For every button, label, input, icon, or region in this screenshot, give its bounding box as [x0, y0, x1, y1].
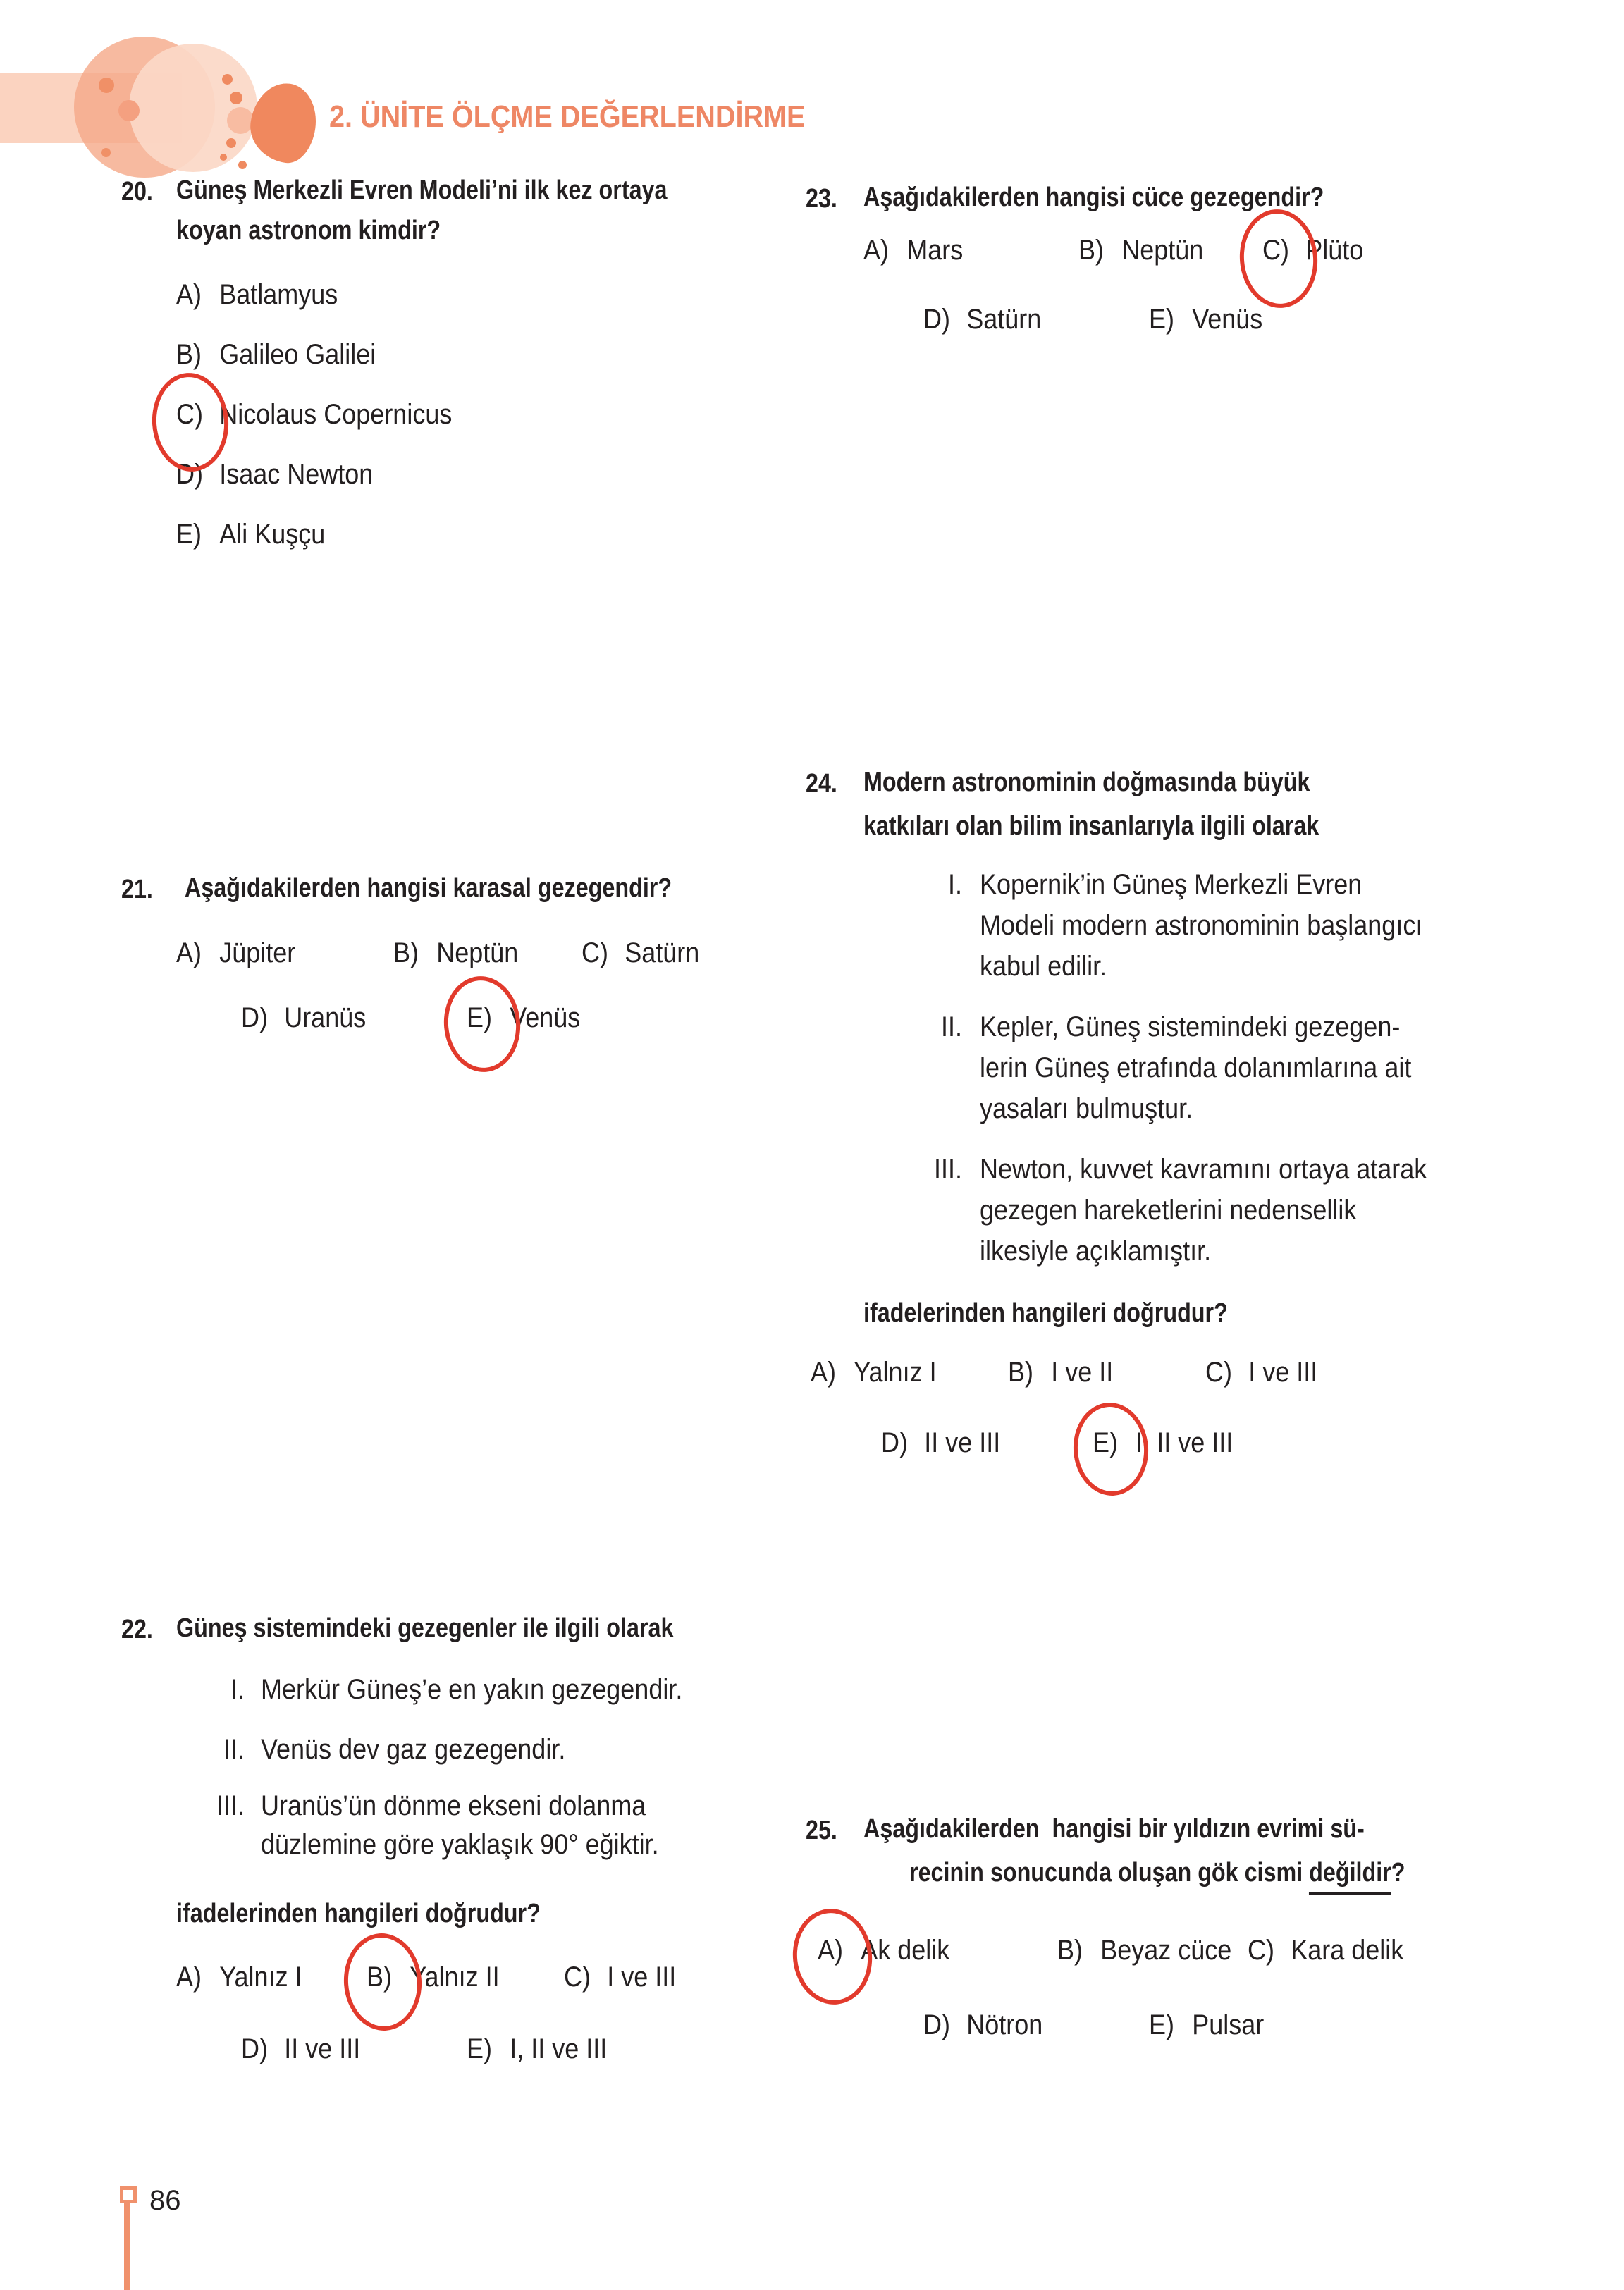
- answer-circle: [1236, 206, 1322, 311]
- option-label: C): [564, 1962, 591, 1993]
- option-label: A): [818, 1935, 843, 1966]
- statement-numeral: II.: [223, 1734, 245, 1765]
- option-label: E): [176, 519, 202, 550]
- question-title-line: Aşağıdakilerden hangisi karasal gezegendir?: [185, 873, 672, 903]
- option-label: D): [923, 304, 950, 335]
- option-text: Isaac Newton: [219, 459, 374, 490]
- statement-line: Newton, kuvvet kavramını ortaya atarak: [980, 1154, 1427, 1185]
- option-label: A): [176, 279, 202, 310]
- question-number: 23.: [806, 184, 837, 214]
- option-text: Mars: [906, 235, 964, 266]
- statement-numeral: I.: [947, 869, 962, 900]
- option-text: I ve III: [1248, 1357, 1318, 1388]
- statement-line: Merkür Güneş’e en yakın gezegendir.: [261, 1674, 683, 1705]
- question-21: [121, 870, 763, 1082]
- option-e: [1149, 302, 1262, 337]
- option-label: B): [1057, 1935, 1083, 1966]
- decoration-dot-icon: [220, 154, 227, 161]
- underlined-word: değildir: [1309, 1858, 1391, 1895]
- option-label: B): [1078, 235, 1104, 266]
- option-text: Plüto: [1305, 235, 1364, 266]
- option-d: [923, 2007, 1042, 2043]
- statement-numeral: II.: [940, 1011, 962, 1042]
- option-a: [176, 277, 338, 312]
- question-number: 22.: [121, 1615, 153, 1644]
- decoration-dot-icon: [118, 100, 140, 121]
- decoration-dot-icon: [222, 74, 233, 85]
- decoration-blob-icon: [246, 79, 321, 166]
- option-label: E): [467, 2033, 492, 2064]
- decoration-dot-icon: [99, 78, 114, 93]
- option-label: C): [176, 399, 203, 430]
- statement-line: yasaları bulmuştur.: [980, 1093, 1193, 1124]
- question-title-line: Aşağıdakilerden hangisi cüce gezegendir?: [863, 183, 1324, 212]
- question-stem: ifadelerinden hangileri doğrudur?: [176, 1899, 541, 1928]
- option-text: Satürn: [625, 937, 700, 968]
- question-20: [121, 173, 763, 610]
- answer-circle: [340, 1931, 424, 2033]
- question-title-line: Modern astronominin doğmasında büyük: [863, 768, 1310, 797]
- statement-numeral: III.: [216, 1790, 245, 1821]
- option-text: Jüpiter: [219, 937, 296, 968]
- option-text: Ali Kuşçu: [219, 519, 326, 550]
- statement-line: gezegen hareketlerini nedensellik: [980, 1195, 1357, 1226]
- decoration-dot-icon: [102, 148, 111, 157]
- option-label: C): [582, 937, 608, 968]
- question-25: [806, 1811, 1553, 2107]
- option-c: [582, 935, 699, 971]
- option-text: I ve II: [1051, 1357, 1114, 1388]
- option-c: [1205, 1355, 1317, 1390]
- option-text: Ak delik: [861, 1935, 950, 1966]
- option-text: Venüs: [510, 1002, 581, 1033]
- option-label: A): [811, 1357, 836, 1388]
- option-label: E): [1093, 1427, 1118, 1458]
- option-b: [176, 337, 376, 372]
- statement-line: Venüs dev gaz gezegendir.: [261, 1734, 566, 1765]
- option-text: II ve III: [284, 2033, 361, 2064]
- option-b: [1078, 233, 1203, 268]
- option-d: [881, 1425, 1000, 1460]
- option-a: [811, 1355, 937, 1390]
- option-label: C): [1205, 1357, 1232, 1388]
- option-label: A): [176, 1962, 202, 1993]
- option-label: A): [863, 235, 889, 266]
- option-text: Neptün: [1121, 235, 1204, 266]
- option-d: [923, 302, 1041, 337]
- statement-line: Modeli modern astronominin başlangıcı: [980, 910, 1423, 941]
- question-title-line: Güneş sistemindeki gezegenler ile ilgili olarak: [176, 1613, 674, 1643]
- statement-line: Kepler, Güneş sistemindeki gezegen-: [980, 1011, 1401, 1042]
- statement-line: kabul edilir.: [980, 951, 1107, 982]
- question-stem: ifadelerinden hangileri doğrudur?: [863, 1298, 1228, 1328]
- option-text: Batlamyus: [219, 279, 338, 310]
- option-e: [1149, 2007, 1264, 2043]
- question-number: 24.: [806, 769, 837, 799]
- option-b: [1008, 1355, 1113, 1390]
- option-text: Galileo Galilei: [219, 339, 376, 370]
- question-23: [806, 180, 1525, 370]
- question-title-line: [909, 1855, 1405, 1890]
- option-label: B): [367, 1962, 392, 1993]
- option-text: Yalnız II: [410, 1962, 500, 1993]
- question-title-prefix: recinin sonucunda oluşan gök cismi: [909, 1858, 1310, 1888]
- option-text: I ve III: [607, 1962, 677, 1993]
- option-text: Nötron: [966, 2009, 1043, 2040]
- option-text: Uranüs: [284, 1002, 367, 1033]
- option-text: I, II ve III: [510, 2033, 608, 2064]
- option-label: C): [1262, 235, 1289, 266]
- question-title-line: Güneş Merkezli Evren Modeli’ni ilk kez ortaya: [176, 176, 668, 205]
- statement-line: ilkesiyle açıklamıştır.: [980, 1236, 1212, 1267]
- option-text: Yalnız I: [854, 1357, 937, 1388]
- option-e: [467, 2031, 607, 2067]
- option-label: D): [176, 459, 203, 490]
- statement-line: düzlemine göre yaklaşık 90° eğiktir.: [261, 1829, 659, 1860]
- question-title-suffix: ?: [1391, 1858, 1405, 1888]
- option-c: [564, 1959, 676, 1995]
- statement-numeral: I.: [230, 1674, 245, 1705]
- option-label: C): [1248, 1935, 1274, 1966]
- option-text: Beyaz cüce: [1100, 1935, 1232, 1966]
- option-text: Satürn: [966, 304, 1042, 335]
- footer-marker-icon: [120, 2186, 137, 2203]
- question-title-line: koyan astronom kimdir?: [176, 216, 441, 245]
- question-22: [121, 1611, 763, 2104]
- option-text: Kara delik: [1291, 1935, 1404, 1966]
- option-label: D): [241, 1002, 268, 1033]
- option-d: [241, 2031, 360, 2067]
- option-b: [1057, 1933, 1231, 1968]
- question-number: 21.: [121, 875, 153, 904]
- question-number: 20.: [121, 177, 153, 207]
- decoration-dot-icon: [227, 107, 254, 134]
- page-number: 86: [149, 2185, 181, 2216]
- question-title-line: Aşağıdakilerden hangisi bir yıldızın evrimi sü-: [863, 1814, 1365, 1844]
- option-text: Nicolaus Copernicus: [219, 399, 453, 430]
- decoration-dot-icon: [238, 161, 247, 169]
- option-text: Neptün: [436, 937, 519, 968]
- option-text: I, II ve III: [1136, 1427, 1234, 1458]
- option-label: E): [1149, 2009, 1174, 2040]
- option-text: Venüs: [1192, 304, 1263, 335]
- question-24: [806, 765, 1525, 1512]
- option-text: Pulsar: [1192, 2009, 1265, 2040]
- statement-line: Kopernik’in Güneş Merkezli Evren: [980, 869, 1362, 900]
- option-text: II ve III: [924, 1427, 1001, 1458]
- option-b: [393, 935, 518, 971]
- option-label: B): [1008, 1357, 1033, 1388]
- statement-line: Uranüs’ün dönme ekseni dolanma: [261, 1790, 646, 1821]
- question-title-line: katkıları olan bilim insanlarıyla ilgili olarak: [863, 811, 1320, 841]
- statement-numeral: III.: [933, 1154, 962, 1185]
- answer-circle: [1071, 1400, 1152, 1498]
- option-label: E): [467, 1002, 492, 1033]
- decoration-dot-icon: [230, 92, 242, 104]
- option-label: A): [176, 937, 202, 968]
- option-label: E): [1149, 304, 1174, 335]
- option-text: Yalnız I: [219, 1962, 302, 1993]
- option-label: D): [923, 2009, 950, 2040]
- answer-circle: [788, 1905, 877, 2009]
- statement-line: lerin Güneş etrafında dolanımlarına ait: [980, 1052, 1412, 1083]
- option-e: [176, 517, 325, 552]
- option-a: [176, 1959, 302, 1995]
- footer-line: [124, 2203, 130, 2290]
- option-label: B): [176, 339, 202, 370]
- option-a: [176, 935, 295, 971]
- question-number: 25.: [806, 1816, 837, 1845]
- answer-circle: [440, 973, 524, 1076]
- unit-header-title: 2. ÜNİTE ÖLÇME DEĞERLENDİRME: [329, 99, 806, 134]
- option-label: B): [393, 937, 419, 968]
- option-a: [863, 233, 963, 268]
- option-label: D): [881, 1427, 908, 1458]
- option-d: [241, 1000, 366, 1035]
- decoration-dot-icon: [226, 138, 236, 148]
- option-label: D): [241, 2033, 268, 2064]
- option-c: [1248, 1933, 1403, 1968]
